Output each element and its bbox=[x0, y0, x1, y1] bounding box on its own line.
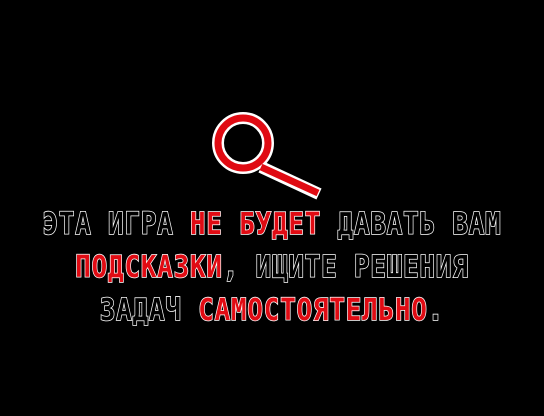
notice-text: ЗАДАЧ bbox=[99, 293, 199, 328]
notice-text: , ИЩИТЕ РЕШЕНИЯ bbox=[222, 250, 469, 285]
notice-line-3 bbox=[38, 289, 506, 332]
notice-text: . bbox=[427, 293, 445, 328]
hint-notice-text bbox=[38, 203, 506, 332]
notice-highlight: ПОДСКАЗКИ bbox=[75, 250, 223, 285]
notice-highlight: САМОСТОЯТЕЛЬНО bbox=[198, 293, 428, 328]
magnifier-icon bbox=[208, 110, 332, 202]
notice-line-1 bbox=[38, 203, 506, 246]
notice-highlight: НЕ БУДЕТ bbox=[190, 207, 322, 242]
notice-text: ЭТА ИГРА bbox=[42, 207, 191, 242]
notice-line-2 bbox=[38, 246, 506, 289]
notice-text: ДАВАТЬ ВАМ bbox=[321, 207, 502, 242]
